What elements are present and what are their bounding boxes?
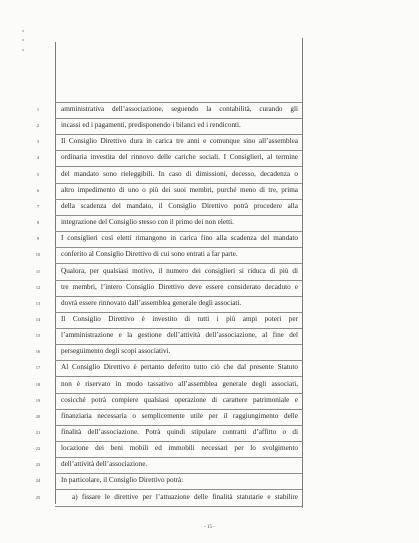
- text-line: [0, 231, 419, 247]
- line-text: integrazione del Consiglio stesso con il primo dei non eletti.: [61, 218, 234, 227]
- text-line: [0, 167, 419, 183]
- line-number: 8: [36, 220, 40, 226]
- line-text: non è riservato in modo tassativo all’assemblea generale degli associati,: [61, 379, 298, 388]
- line-text: dovrà essere rinnovato dall’assemblea generale degli associati.: [61, 298, 242, 307]
- line-text: l’amministrazione e la gestione dell’attività dell’associazione, al fine del: [61, 331, 298, 340]
- line-number: 9: [36, 236, 40, 242]
- line-text: finanziaria necessaria o semplicemente utile per il raggiungimento delle: [61, 411, 298, 420]
- scan-specks: [22, 30, 26, 54]
- text-line: [0, 312, 419, 328]
- line-text: Qualora, per qualsiasi motivo, il numero dei consiglieri si riduca di più di: [61, 266, 298, 275]
- text-line: [0, 118, 419, 134]
- line-number: 21: [35, 430, 41, 435]
- line-text: Il Consiglio Direttivo è investito di tutti i più ampi poteri per: [61, 314, 298, 323]
- line-number: 3: [36, 139, 40, 145]
- line-text: Al Consiglio Direttivo è pertanto deferito tutto ciò che dal presente Statuto: [61, 363, 298, 372]
- line-text: I consiglieri così eletti rimangono in carica fino alla scadenza del mandato: [61, 234, 298, 243]
- text-line: [0, 150, 419, 166]
- text-line: [0, 393, 419, 409]
- line-number: 4: [36, 155, 40, 161]
- line-number: 2: [36, 123, 40, 129]
- text-line: [0, 441, 419, 457]
- line-number: 22: [35, 446, 41, 452]
- line-number: 19: [35, 397, 41, 403]
- text-line: [0, 457, 419, 473]
- line-text: conferito al Consiglio Direttivo di cui sono entrati a far parte.: [61, 250, 238, 259]
- line-text: altro impedimento di uno o più dei suoi membri, purché meno di tre, prima: [61, 185, 298, 194]
- line-number: 10: [35, 252, 41, 258]
- text-line: [0, 377, 419, 393]
- line-rule: [55, 102, 302, 103]
- line-text: del mandato sono rieleggibili. In caso di dimissioni, decesso, decadenza o: [61, 169, 298, 178]
- line-text: a) fissare le direttive per l’attuazione delle finalità statutarie e stabilire: [72, 492, 298, 501]
- text-line: [0, 490, 419, 506]
- line-number: 7: [36, 203, 40, 209]
- text-line: [0, 296, 419, 312]
- page-number: - 15 -: [204, 525, 215, 530]
- line-number: 23: [35, 462, 41, 468]
- line-number: 25: [35, 494, 41, 500]
- text-line: [0, 247, 419, 263]
- line-text: In particolare, il Consiglio Direttivo potrà:: [61, 476, 184, 485]
- line-text: finalità dell’associazione. Potrà quindi stipulare contratti d’affitto o di: [61, 428, 298, 436]
- text-line: [0, 328, 419, 344]
- line-number: 13: [35, 300, 41, 306]
- line-text: dell’attività dell’associazione.: [61, 460, 148, 469]
- line-number: 18: [35, 381, 41, 387]
- text-line: [0, 473, 419, 489]
- text-line: [0, 183, 419, 199]
- text-line: [0, 264, 419, 280]
- line-number: 5: [36, 171, 40, 177]
- text-line: [0, 360, 419, 376]
- line-text: amministrativa dell’associazione, seguendo la contabilità, curando gli: [61, 105, 298, 113]
- text-line: [0, 344, 419, 360]
- line-number: 24: [35, 478, 41, 484]
- line-text: Il Consiglio Direttivo dura in carica tre anni e comunque sino all’assemblea: [61, 137, 298, 146]
- line-number: 20: [35, 413, 41, 419]
- line-text: locazione dei beni mobili ed immobili necessari per lo svolgimento: [61, 444, 298, 453]
- line-number: 16: [35, 349, 41, 355]
- text-line: [0, 280, 419, 296]
- text-line: [0, 102, 419, 118]
- line-number: 12: [35, 284, 41, 290]
- line-text: ordinaria investita del rinnovo delle cariche sociali. I Consiglieri, al termine: [61, 153, 298, 162]
- text-line: [0, 199, 419, 215]
- line-rule: [55, 506, 302, 507]
- line-text: incassi ed i pagamenti, predisponendo i bilanci ed i rendiconti.: [61, 121, 241, 130]
- line-number: 1: [36, 107, 40, 112]
- line-text: perseguimento degli scopi associativi.: [61, 347, 171, 356]
- line-text: della scadenza del mandato, il Consiglio Direttivo potrà procedere alla: [61, 201, 298, 210]
- line-number: 15: [35, 333, 41, 339]
- text-line: [0, 215, 419, 231]
- text-line: [0, 425, 419, 441]
- line-number: 11: [35, 268, 41, 274]
- text-line: [0, 134, 419, 150]
- line-number: 17: [35, 365, 41, 371]
- line-text: cosicché potrà compiere qualsiasi operazione di carattere patrimoniale e: [61, 395, 298, 404]
- line-text: tre membri, l’intero Consiglio Direttivo deve essere considerato decaduto e: [61, 282, 298, 291]
- line-number: 14: [35, 316, 41, 322]
- line-number: 6: [36, 187, 40, 193]
- text-line: [0, 409, 419, 425]
